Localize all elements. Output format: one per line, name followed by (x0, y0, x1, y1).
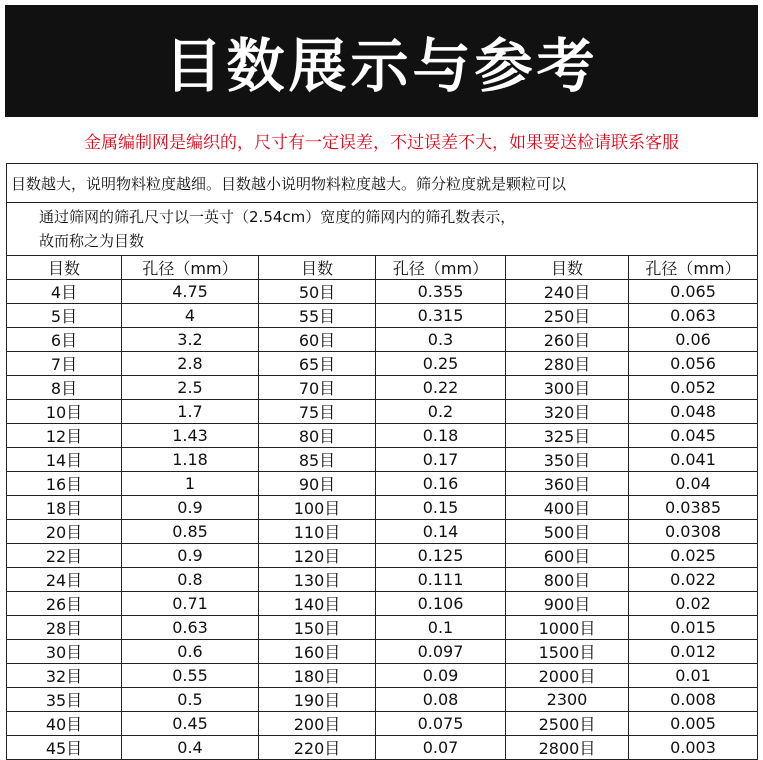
page-title: 目数展示与参考 (164, 32, 599, 100)
aperture-cell: 0.71 (122, 592, 259, 616)
mesh-count-cell: 600目 (506, 544, 629, 568)
aperture-cell: 0.041 (629, 448, 758, 472)
mesh-count-cell: 2000目 (506, 664, 629, 688)
aperture-cell: 0.015 (629, 616, 758, 640)
note-line-2 (7, 203, 758, 256)
mesh-count-cell: 22目 (7, 544, 122, 568)
table-row (7, 400, 758, 424)
mesh-count-cell: 14目 (7, 448, 122, 472)
aperture-cell: 0.9 (122, 496, 259, 520)
mesh-count-cell: 190目 (259, 688, 376, 712)
aperture-cell: 0.0385 (629, 496, 758, 520)
table-row (7, 664, 758, 688)
table-row (7, 736, 758, 760)
aperture-cell: 3.2 (122, 328, 259, 352)
mesh-count-cell: 350目 (506, 448, 629, 472)
mesh-count-cell: 6目 (7, 328, 122, 352)
aperture-cell: 0.111 (376, 568, 506, 592)
aperture-cell: 1.43 (122, 424, 259, 448)
mesh-count-cell: 220目 (259, 736, 376, 760)
aperture-cell: 0.02 (629, 592, 758, 616)
mesh-count-cell: 7目 (7, 352, 122, 376)
aperture-cell: 0.85 (122, 520, 259, 544)
aperture-cell: 0.01 (629, 664, 758, 688)
aperture-cell: 1 (122, 472, 259, 496)
note-row-1 (7, 164, 758, 203)
mesh-count-cell: 100目 (259, 496, 376, 520)
header-mesh: 目数 (7, 256, 122, 280)
aperture-cell: 0.315 (376, 304, 506, 328)
mesh-count-cell: 4目 (7, 280, 122, 304)
table-row (7, 640, 758, 664)
aperture-cell: 0.5 (122, 688, 259, 712)
mesh-count-cell: 280目 (506, 352, 629, 376)
aperture-cell: 0.09 (376, 664, 506, 688)
title-banner (5, 5, 758, 117)
header-mesh: 目数 (259, 256, 376, 280)
aperture-cell: 0.04 (629, 472, 758, 496)
aperture-cell: 0.045 (629, 424, 758, 448)
mesh-count-cell: 70目 (259, 376, 376, 400)
aperture-cell: 0.4 (122, 736, 259, 760)
note-line-2a: 通过筛网的筛孔尺寸以一英寸（2.54cm）宽度的筛网内的筛孔数表示， (39, 208, 516, 226)
aperture-cell: 0.14 (376, 520, 506, 544)
mesh-count-cell: 80目 (259, 424, 376, 448)
mesh-count-cell: 28目 (7, 616, 122, 640)
mesh-count-cell: 120目 (259, 544, 376, 568)
mesh-count-cell: 900目 (506, 592, 629, 616)
mesh-count-cell: 260目 (506, 328, 629, 352)
mesh-count-cell: 800目 (506, 568, 629, 592)
aperture-cell: 0.8 (122, 568, 259, 592)
mesh-count-cell: 5目 (7, 304, 122, 328)
aperture-cell: 0.355 (376, 280, 506, 304)
aperture-cell: 1.7 (122, 400, 259, 424)
mesh-count-cell: 55目 (259, 304, 376, 328)
aperture-cell: 0.065 (629, 280, 758, 304)
mesh-size-table (6, 163, 758, 760)
aperture-cell: 4 (122, 304, 259, 328)
table-row (7, 376, 758, 400)
aperture-cell: 0.1 (376, 616, 506, 640)
mesh-count-cell: 1500目 (506, 640, 629, 664)
aperture-cell: 0.052 (629, 376, 758, 400)
aperture-cell: 0.022 (629, 568, 758, 592)
mesh-count-cell: 500目 (506, 520, 629, 544)
table-row (7, 616, 758, 640)
aperture-cell: 0.9 (122, 544, 259, 568)
mesh-count-cell: 26目 (7, 592, 122, 616)
mesh-count-cell: 160目 (259, 640, 376, 664)
aperture-cell: 0.63 (122, 616, 259, 640)
table-row (7, 712, 758, 736)
mesh-count-cell: 65目 (259, 352, 376, 376)
mesh-count-cell: 85目 (259, 448, 376, 472)
mesh-count-cell: 45目 (7, 736, 122, 760)
mesh-count-cell: 2800目 (506, 736, 629, 760)
mesh-count-cell: 150目 (259, 616, 376, 640)
header-aperture: 孔径（mm） (376, 256, 506, 280)
aperture-cell: 0.2 (376, 400, 506, 424)
mesh-count-cell: 180目 (259, 664, 376, 688)
table-row (7, 448, 758, 472)
aperture-cell: 0.08 (376, 688, 506, 712)
mesh-count-cell: 325目 (506, 424, 629, 448)
mesh-count-cell: 200目 (259, 712, 376, 736)
mesh-count-cell: 110目 (259, 520, 376, 544)
aperture-cell: 0.17 (376, 448, 506, 472)
aperture-cell: 0.0308 (629, 520, 758, 544)
mesh-count-cell: 8目 (7, 376, 122, 400)
mesh-count-cell: 140目 (259, 592, 376, 616)
aperture-cell: 0.048 (629, 400, 758, 424)
table-row (7, 520, 758, 544)
aperture-cell: 0.005 (629, 712, 758, 736)
note-line-1: 目数越大，说明物料粒度越细。目数越小说明物料粒度越大。筛分粒度就是颗粒可以 (7, 164, 758, 203)
mesh-count-cell: 16目 (7, 472, 122, 496)
aperture-cell: 0.18 (376, 424, 506, 448)
table-row (7, 496, 758, 520)
mesh-count-cell: 10目 (7, 400, 122, 424)
aperture-cell: 0.06 (629, 328, 758, 352)
aperture-cell: 0.003 (629, 736, 758, 760)
table-row (7, 688, 758, 712)
table-row (7, 424, 758, 448)
aperture-cell: 0.22 (376, 376, 506, 400)
mesh-count-cell: 2500目 (506, 712, 629, 736)
table-row (7, 544, 758, 568)
mesh-count-cell: 250目 (506, 304, 629, 328)
mesh-count-cell: 35目 (7, 688, 122, 712)
aperture-cell: 4.75 (122, 280, 259, 304)
mesh-count-cell: 75目 (259, 400, 376, 424)
aperture-cell: 0.012 (629, 640, 758, 664)
aperture-cell: 2.8 (122, 352, 259, 376)
table-row (7, 592, 758, 616)
note-line-2b: 故而称之为目数 (39, 232, 145, 250)
header-aperture: 孔径（mm） (122, 256, 259, 280)
aperture-cell: 0.097 (376, 640, 506, 664)
aperture-cell: 0.16 (376, 472, 506, 496)
table-row (7, 280, 758, 304)
aperture-cell: 0.063 (629, 304, 758, 328)
mesh-count-cell: 60目 (259, 328, 376, 352)
header-aperture: 孔径（mm） (629, 256, 758, 280)
table-row (7, 304, 758, 328)
aperture-cell: 0.25 (376, 352, 506, 376)
header-mesh: 目数 (506, 256, 629, 280)
mesh-count-cell: 360目 (506, 472, 629, 496)
note-row-2 (7, 203, 758, 256)
mesh-count-cell: 12目 (7, 424, 122, 448)
mesh-count-cell: 30目 (7, 640, 122, 664)
aperture-cell: 0.07 (376, 736, 506, 760)
mesh-count-cell: 2300 (506, 688, 629, 712)
table-row (7, 352, 758, 376)
table-row (7, 328, 758, 352)
mesh-count-cell: 50目 (259, 280, 376, 304)
mesh-count-cell: 130目 (259, 568, 376, 592)
mesh-count-cell: 320目 (506, 400, 629, 424)
mesh-count-cell: 32目 (7, 664, 122, 688)
table-row (7, 472, 758, 496)
aperture-cell: 0.106 (376, 592, 506, 616)
table-header-row (7, 256, 758, 280)
aperture-cell: 0.025 (629, 544, 758, 568)
mesh-count-cell: 1000目 (506, 616, 629, 640)
table-row (7, 568, 758, 592)
aperture-cell: 0.55 (122, 664, 259, 688)
mesh-count-cell: 40目 (7, 712, 122, 736)
mesh-count-cell: 400目 (506, 496, 629, 520)
mesh-count-cell: 90目 (259, 472, 376, 496)
aperture-cell: 1.18 (122, 448, 259, 472)
aperture-cell: 0.125 (376, 544, 506, 568)
mesh-count-cell: 240目 (506, 280, 629, 304)
mesh-count-cell: 300目 (506, 376, 629, 400)
aperture-cell: 2.5 (122, 376, 259, 400)
mesh-count-cell: 18目 (7, 496, 122, 520)
aperture-cell: 0.3 (376, 328, 506, 352)
aperture-cell: 0.075 (376, 712, 506, 736)
aperture-cell: 0.008 (629, 688, 758, 712)
aperture-cell: 0.6 (122, 640, 259, 664)
aperture-cell: 0.056 (629, 352, 758, 376)
aperture-cell: 0.15 (376, 496, 506, 520)
aperture-cell: 0.45 (122, 712, 259, 736)
notice-text: 金属编制网是编织的，尺寸有一定误差，不过误差不大，如果要送检请联系客服 (84, 133, 679, 153)
mesh-count-cell: 24目 (7, 568, 122, 592)
mesh-count-cell: 20目 (7, 520, 122, 544)
